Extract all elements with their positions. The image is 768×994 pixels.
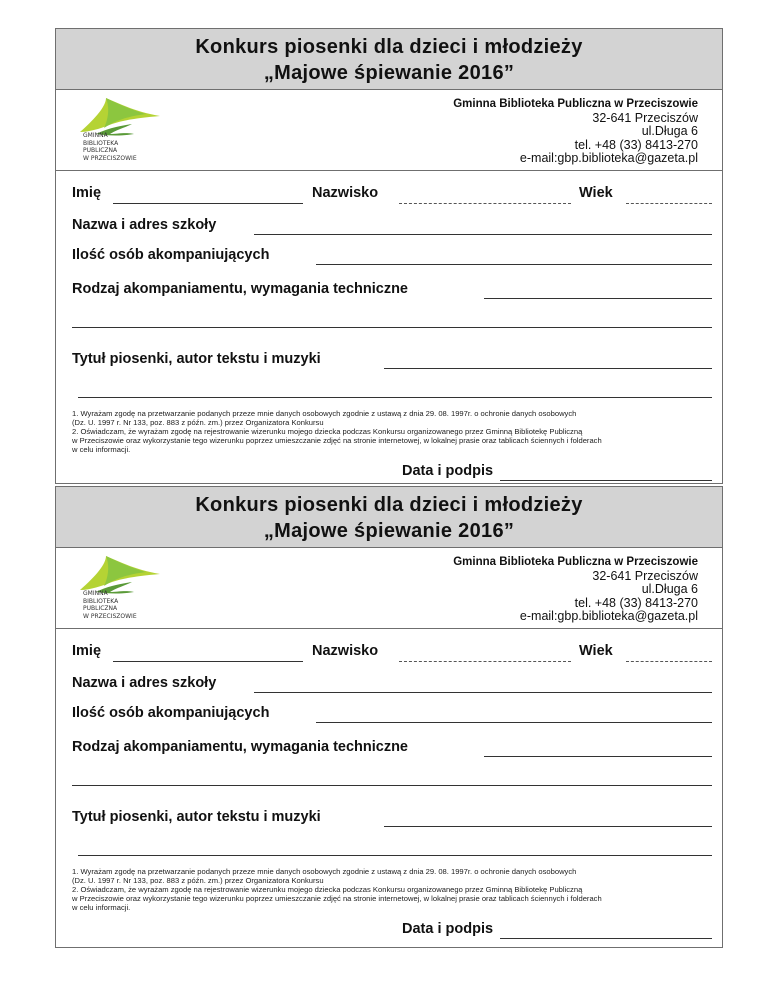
library-address [453, 556, 698, 624]
street: ul.Długa 6 [641, 124, 698, 138]
accompanists-field[interactable] [316, 264, 712, 265]
age-field[interactable] [626, 661, 712, 662]
org-name: Gminna Biblioteka Publiczna w Przeciszowie [453, 98, 698, 110]
library-info [56, 547, 722, 629]
registration-form-1 [55, 28, 723, 484]
form-title: Konkurs piosenki dla dzieci i młodzieży [195, 36, 583, 58]
surname-label: Nazwisko [312, 643, 379, 659]
email: e-mail:gbp.biblioteka@gazeta.pl [519, 609, 698, 623]
name-label: Imię [72, 185, 102, 201]
age-label: Wiek [579, 185, 613, 201]
song-field-line-2[interactable] [78, 397, 712, 398]
accompanists-label: Ilość osób akompaniujących [72, 247, 270, 263]
signature-field[interactable] [500, 938, 712, 939]
form-header [56, 29, 722, 89]
consent-text: 1. Wyrażam zgodę na przetwarzanie podanych przeze mnie danych osobowych zgodnie z ustawą z dnia 29. 08. 1997r. o ochronie danych osobowych (Dz. U. 1997 r. Nr 133, poz. 883 z późn. zm.) przez Organizatora Konkursu 2. Oświadczam, że wyrażam zgodę na rejestrowanie wizerunku mojego dziecka podczas Konkursu organizowanego przez Gminną Bibliotekę Publiczną w Przeciszowie oraz wykorzystanie tego wizerunku poprzez umieszczanie zdjęć na stronie internetowej, w lokalnej prasie oraz tablicach ściennych i folderach w celu informacji. [72, 867, 602, 912]
song-field[interactable] [384, 368, 712, 369]
school-field[interactable] [254, 692, 712, 693]
signature-field[interactable] [500, 480, 712, 481]
library-info [56, 89, 722, 171]
school-field[interactable] [254, 234, 712, 235]
library-logo [76, 98, 166, 170]
song-label: Tytuł piosenki, autor tekstu i muzyki [72, 809, 321, 825]
consent-text: 1. Wyrażam zgodę na przetwarzanie podanych przeze mnie danych osobowych zgodnie z ustawą z dnia 29. 08. 1997r. o ochronie danych osobowych (Dz. U. 1997 r. Nr 133, poz. 883 z późn. zm.) przez Organizatora Konkursu 2. Oświadczam, że wyrażam zgodę na rejestrowanie wizerunku mojego dziecka podczas Konkursu organizowanego przez Gminną Bibliotekę Publiczną w Przeciszowie oraz wykorzystanie tego wizerunku poprzez umieszczanie zdjęć na stronie internetowej, w lokalnej prasie oraz tablicach ściennych i folderach w celu informacji. [72, 409, 602, 454]
accompaniment-field-line-2[interactable] [72, 327, 712, 328]
signature-label: Data i podpis [402, 921, 494, 937]
accompanists-label: Ilość osób akompaniujących [72, 705, 270, 721]
name-field[interactable] [113, 661, 303, 662]
form-subtitle: „Majowe śpiewanie 2016” [263, 62, 515, 84]
accompaniment-field[interactable] [484, 756, 712, 757]
logo-text: GMINNA BIBLIOTEKA PUBLICZNA W PRZECISZOWIE [83, 590, 137, 620]
phone: tel. +48 (33) 8413-270 [574, 595, 698, 610]
postal-code: 32-641 Przeciszów [592, 568, 698, 583]
phone: tel. +48 (33) 8413-270 [574, 137, 698, 152]
song-label: Tytuł piosenki, autor tekstu i muzyki [72, 351, 321, 367]
signature-label: Data i podpis [402, 463, 494, 479]
accompaniment-field-line-2[interactable] [72, 785, 712, 786]
library-address [453, 98, 698, 166]
age-label: Wiek [579, 643, 613, 659]
org-name: Gminna Biblioteka Publiczna w Przeciszowie [453, 556, 698, 568]
form-title: Konkurs piosenki dla dzieci i młodzieży [195, 494, 583, 516]
school-label: Nazwa i adres szkoły [72, 675, 217, 691]
library-logo [76, 556, 166, 628]
school-label: Nazwa i adres szkoły [72, 217, 217, 233]
song-field-line-2[interactable] [78, 855, 712, 856]
form-subtitle: „Majowe śpiewanie 2016” [263, 520, 515, 542]
song-field[interactable] [384, 826, 712, 827]
email: e-mail:gbp.biblioteka@gazeta.pl [519, 151, 698, 165]
name-field[interactable] [113, 203, 303, 204]
postal-code: 32-641 Przeciszów [592, 110, 698, 125]
logo-text: GMINNA BIBLIOTEKA PUBLICZNA W PRZECISZOWIE [83, 132, 137, 162]
name-label: Imię [72, 643, 102, 659]
accompanists-field[interactable] [316, 722, 712, 723]
registration-form-2 [55, 486, 723, 948]
surname-field[interactable] [399, 203, 571, 204]
age-field[interactable] [626, 203, 712, 204]
surname-label: Nazwisko [312, 185, 379, 201]
accompaniment-label: Rodzaj akompaniamentu, wymagania techniczne [72, 739, 408, 755]
surname-field[interactable] [399, 661, 571, 662]
street: ul.Długa 6 [641, 582, 698, 596]
form-header [56, 487, 722, 547]
accompaniment-field[interactable] [484, 298, 712, 299]
accompaniment-label: Rodzaj akompaniamentu, wymagania techniczne [72, 281, 408, 297]
